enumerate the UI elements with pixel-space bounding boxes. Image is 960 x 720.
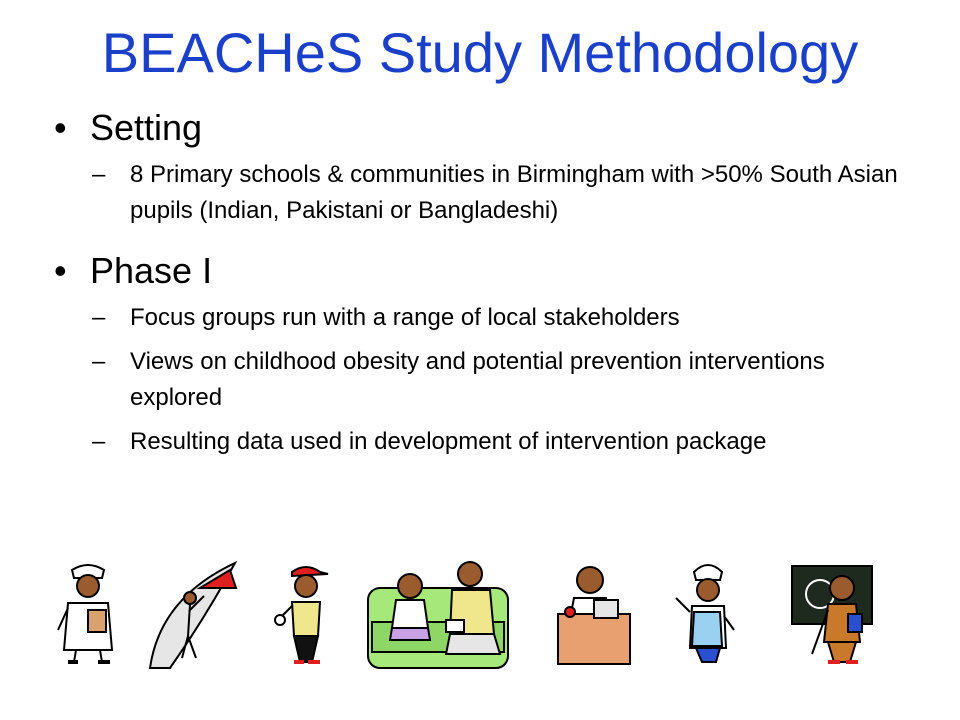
- bullet-setting: [50, 106, 910, 149]
- dash-glyph: –: [92, 428, 106, 456]
- bullet-glyph: •: [54, 250, 67, 292]
- dash-glyph: –: [92, 348, 106, 376]
- sub-bullet: [50, 300, 910, 336]
- slide-title: BEACHeS Study Methodology: [101, 21, 859, 84]
- sub-bullet: [50, 424, 910, 460]
- sub-bullet-text: Resulting data used in development of intervention package: [130, 428, 767, 456]
- nurse-illustration: [58, 565, 112, 662]
- sub-bullet-text: 8 Primary schools & communities in Birmingham with >50% South Asian pupils (Indian, Pakistani or Bangladeshi): [130, 161, 898, 225]
- bullet-phase-i: [50, 249, 910, 292]
- sub-bullet-text: Focus groups run with a range of local stakeholders: [130, 304, 680, 332]
- clipart-strip: [0, 558, 960, 678]
- dash-glyph: –: [92, 161, 106, 189]
- coach-illustration: [275, 567, 328, 662]
- chef-illustration: [676, 565, 734, 662]
- shopkeeper-illustration: [558, 567, 630, 664]
- family-sofa-illustration: [368, 562, 508, 668]
- sub-bullet-text: Views on childhood obesity and potential prevention interventions explored: [130, 348, 825, 412]
- bullet-heading: Phase I: [90, 250, 213, 292]
- bullet-list: [50, 100, 910, 460]
- sub-bullet: [50, 344, 910, 416]
- teacher-illustration: [792, 566, 872, 662]
- bullet-heading: Setting: [90, 107, 203, 148]
- bullet-glyph: •: [54, 107, 67, 148]
- dash-glyph: –: [92, 304, 106, 332]
- sub-bullet: [50, 157, 910, 229]
- megaphone-illustration: [150, 563, 236, 668]
